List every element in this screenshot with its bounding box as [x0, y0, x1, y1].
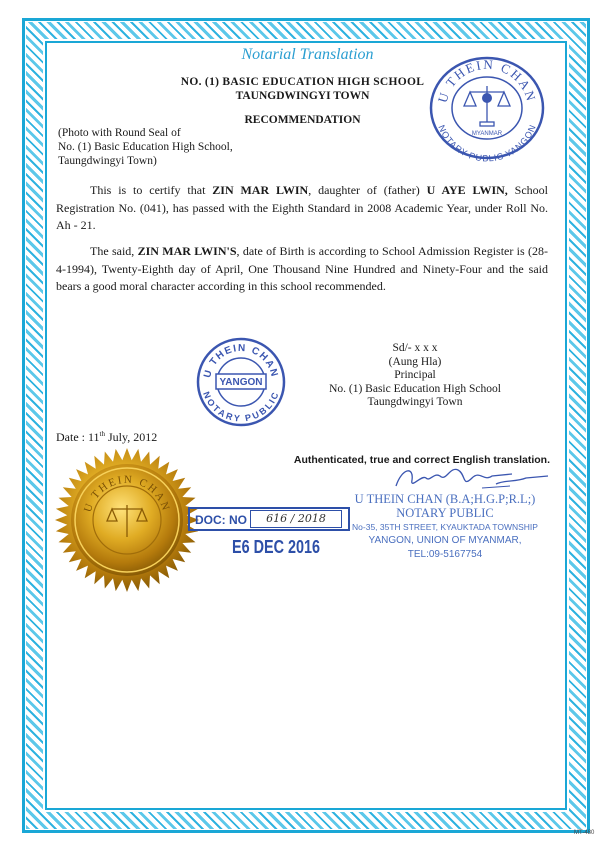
issue-date: Date : 11th July, 2012 [56, 430, 158, 444]
signature-line: Sd/- x x x [392, 342, 438, 354]
photo-note [58, 126, 318, 168]
stamp-date: E6 DEC 2016 [232, 537, 321, 557]
seal-middle-bottom-text: NOTARY PUBLIC [201, 390, 281, 424]
footer-code: MT-480 [574, 830, 595, 836]
notary-address: No-35, 35TH STREET, KYAUKTADA TOWNSHIP [352, 522, 538, 532]
p2-text: , date of Birth is according to School Admission Register is (28-4-1994), Twenty-Eighth day of April, One Thousand Nine Hundred and Ninety-Four and the said bears a good moral character according in this school recommended. [56, 244, 548, 293]
seal-top-bottom-text: NOTARY PUBLIC YANGON [436, 123, 538, 164]
certification-paragraph [56, 182, 548, 235]
notary-seal-middle [196, 337, 286, 427]
principal-signature-block [300, 342, 530, 410]
p2-text: The said, [90, 244, 138, 258]
notary-seal-top [428, 56, 546, 164]
notary-tel: TEL:09-5167754 [407, 549, 483, 560]
school-name: No. (1) Basic Education High School [329, 382, 501, 395]
document-title: RECOMMENDATION [244, 114, 361, 126]
school-town: Taungdwingyi Town [367, 396, 463, 408]
gold-embossed-seal [52, 445, 202, 595]
seal-middle-top-text: U THEIN CHAN [202, 342, 280, 380]
notary-city: YANGON, UNION OF MYANMAR, [368, 535, 522, 546]
svg-text:NOTARY PUBLIC [201, 390, 281, 423]
p1-text: School Registration No. (041), has passed with the Eighth Standard in 2008 Academic Year, under Roll No. Ah - 21. [56, 183, 548, 232]
father-name: U AYE LWIN, [426, 183, 508, 197]
authentication-statement: Authenticated, true and correct English translation. [293, 454, 550, 466]
notary-title: NOTARY PUBLIC [396, 506, 494, 520]
principal-title: Principal [394, 369, 436, 381]
gold-seal-text: U THEIN CHAN [81, 473, 173, 514]
photo-note-line: Taungdwingyi Town) [58, 155, 157, 167]
school-name-line2: TAUNGDWINGYI TOWN [235, 90, 370, 102]
notary-stamp-block [340, 492, 550, 562]
notary-name: U THEIN CHAN (B.A;H.G.P;R.L;) [354, 492, 536, 506]
seal-middle-center-text: YANGON [219, 377, 263, 388]
p1-text: This is to certify that [90, 183, 213, 197]
school-name-line1: NO. (1) BASIC EDUCATION HIGH SCHOOL [180, 76, 425, 88]
doc-number-label: DOC: NO [195, 513, 247, 527]
principal-name: (Aung Hla) [388, 355, 442, 368]
p1-text: , daughter of (father) [308, 183, 427, 197]
doc-number-value: 616 / 2018 [250, 510, 342, 528]
svg-text:NOTARY PUBLIC YANGON [436, 124, 537, 164]
scales-icon [464, 86, 510, 126]
notarial-translation-heading: Notarial Translation [241, 46, 374, 63]
birth-date-paragraph [56, 243, 548, 296]
photo-note-line: (Photo with Round Seal of [58, 127, 181, 139]
seal-top-top-text: U THEIN CHAN [434, 56, 540, 105]
student-name: ZIN MAR LWIN [212, 183, 309, 197]
student-name-possessive: ZIN MAR LWIN'S [137, 244, 237, 258]
seal-top-inner-text: MYANMAR [471, 131, 503, 137]
doc-number-stamp [188, 507, 350, 531]
photo-note-line: No. (1) Basic Education High School, [58, 141, 233, 153]
